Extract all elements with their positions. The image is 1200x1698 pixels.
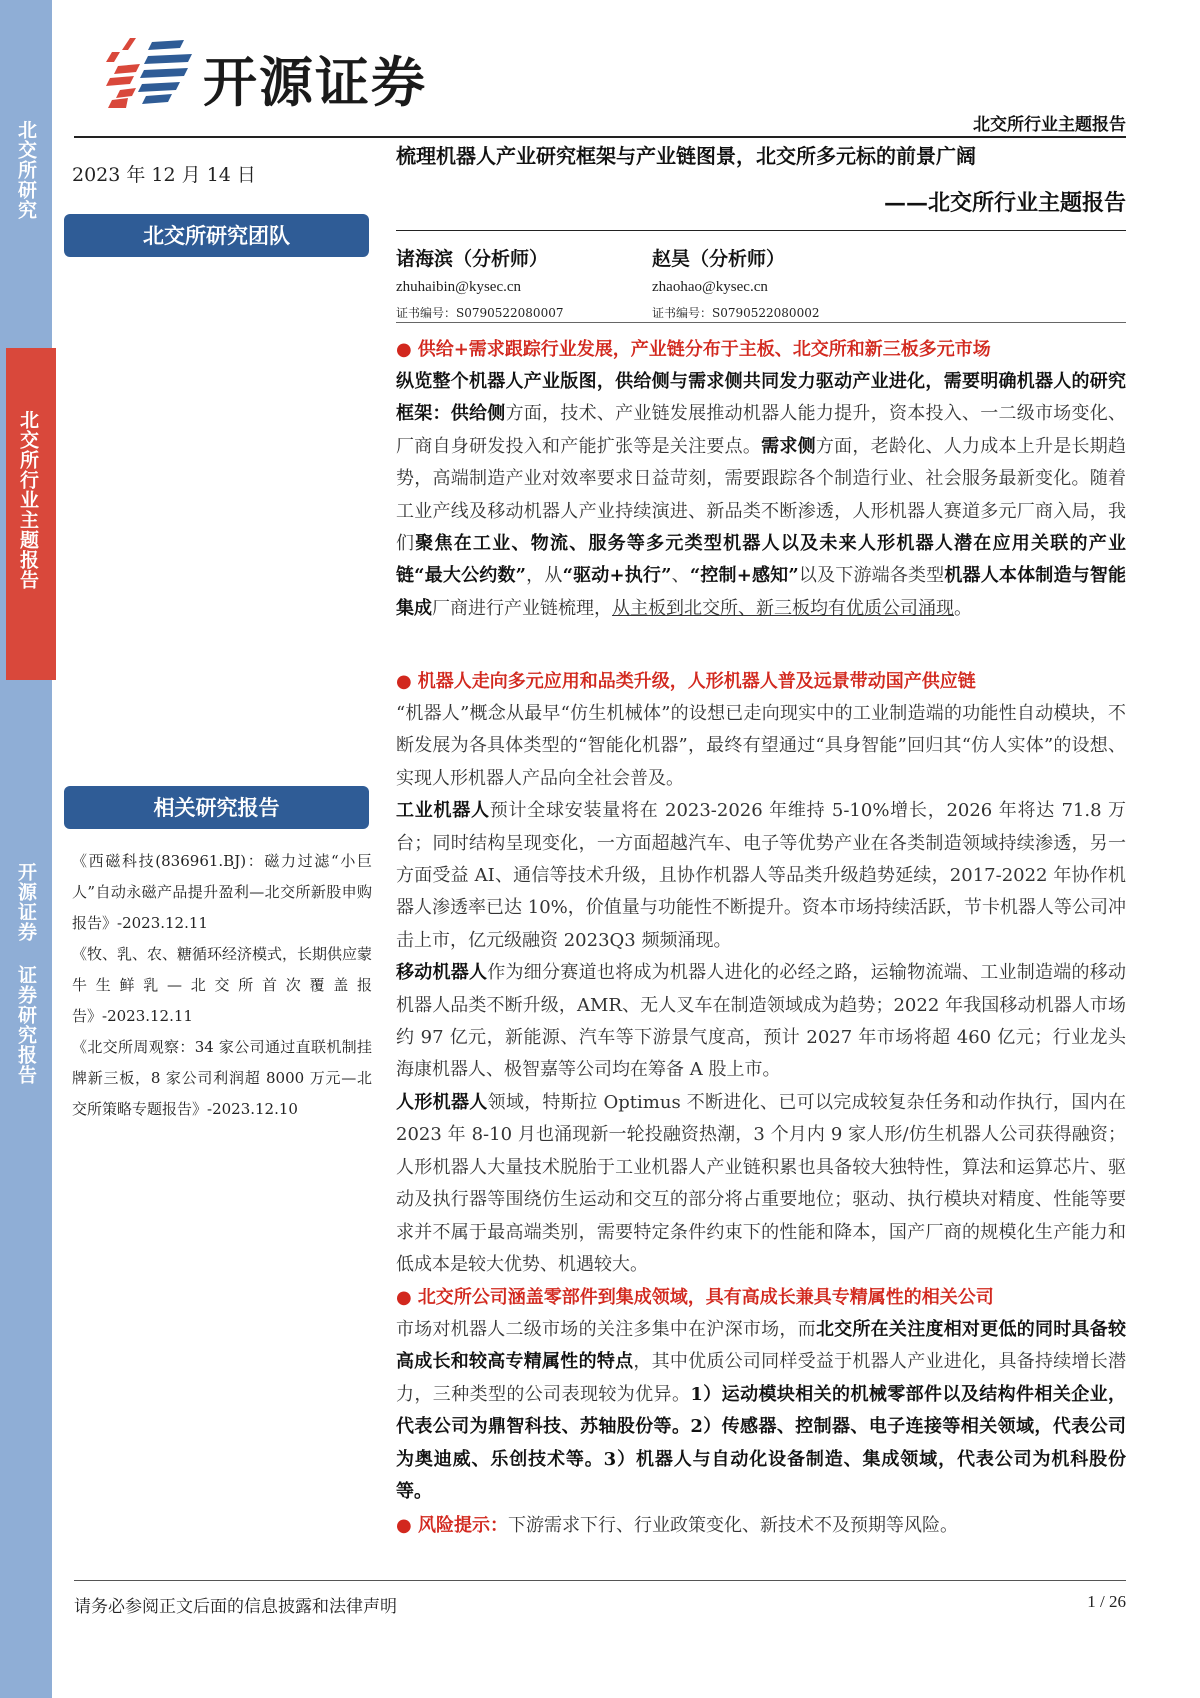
related-label: 相关研究报告 [64,786,369,829]
risk-warning [396,1510,1126,1542]
section-supply-demand [396,334,1126,625]
footer-disclaimer: 请务必参阅正文后面的信息披露和法律声明 [74,1597,397,1617]
team-label: 北交所研究团队 [64,214,369,257]
section-bse-companies [396,1282,1126,1508]
brand-logo-icon [106,36,196,110]
bullet-icon: ● [396,1515,418,1536]
section-robot-evolution [396,666,1126,1281]
risk-label: 风险提示： [417,1515,508,1536]
risk-text: 下游需求下行、行业政策变化、新技术不及预期等风险。 [507,1515,958,1536]
related-item[interactable]: 《西磁科技(836961.BJ)：磁力过滤“小巨人”自动永磁产品提升盈利—北交所新股申购报告》-2023.12.11 [72,852,372,932]
sidebar-label-top: 北交所研究 [15,120,37,220]
footer-rule [74,1580,1126,1581]
analyst-name: 赵昊（分析师） [652,248,786,270]
bullet-icon: ● [396,671,412,692]
section-heading: ● 北交所公司涵盖零部件到集成领域，具有高成长兼具专精属性的相关公司 [396,1287,994,1308]
sidebar-label-mid: 北交所行业主题报告 [17,410,39,590]
analyst-1 [396,244,563,321]
related-item[interactable]: 《北交所周观察：34 家公司通过直联机制挂牌新三板，8 家公司利润超 8000 万元—北交所策略专题报告》-2023.12.10 [72,1038,372,1118]
related-list [72,846,372,1125]
brand-name: 开源证券 [203,51,427,114]
analyst-cert: 证书编号：S0790522080002 [652,306,820,320]
title-rule [396,230,1126,231]
section-heading: ● 机器人走向多元应用和品类升级，人形机器人普及远景带动国产供应链 [396,671,976,692]
analyst-2 [652,244,819,321]
report-title: 梳理机器人产业研究框架与产业链图景，北交所多元标的前景广阔 [396,144,976,168]
bullet-icon: ● [396,339,412,360]
analyst-email[interactable]: zhaohao@kysec.cn [652,279,768,295]
section-body: 市场对机器人二级市场的关注多集中在沪深市场，而北交所在关注度相对更低的同时具备较高成长和较高专精属性的特点，其中优质公司同样受益于机器人产业进化，具备持续增长潜力，三种类型的公司表现较为优异。1）运动模块相关的机械零部件以及结构件相关企业，代表公司为鼎智科技、苏轴股份等。2）传感器、控制器、电子连接等相关领域，代表公司为奥迪威、乐创技术等。3）机器人与自动化设备制造、集成领域，代表公司为机科股份等。 [396,1319,1127,1503]
section-paragraph: 人形机器人领域，特斯拉 Optimus 不断进化、已可以完成较复杂任务和动作执行，国内在 2023 年 8-10 月也涌现新一轮投融资热潮，3 个月内 9 家人形/仿生机器人公司获得融资；人形机器人大量技术脱胎于工业机器人产业链积累也具备较大独特性，算法和运算芯片、驱动及执行器等围绕仿生运动和交互的部分将占重要地位；驱动、执行模块对精度、性能等要求并不属于最高端类别，需要特定条件约束下的性能和降本，国产厂商的规模化生产能力和低成本是较大优势、机遇较大。 [396,1091,1127,1275]
analyst-email[interactable]: zhuhaibin@kysec.cn [396,279,522,295]
section-paragraph: 工业机器人预计全球安装量将在 2023-2026 年维持 5-10%增长，2026 年将达 71.8 万台；同时结构呈现变化，一方面超越汽车、电子等优势产业在各类制造领域持续渗透，另一方面受益 AI、通信等技术升级，且协作机器人等品类升级趋势延续，2017-2022 年协作机器人渗透率已达 10%，价值量与功能性不断提升。资本市场持续活跃，节卡机器人等公司冲击上市，亿元级融资 2023Q3 频频涌现。 [396,800,1126,951]
analyst-cert: 证书编号：S0790522080007 [396,306,564,320]
sidebar-label-bottom: 开源证券 证券研究报告 [15,862,37,1085]
analyst-rule [396,322,1126,323]
section-paragraph: “机器人”概念从最早“仿生机械体”的设想已走向现实中的工业制造端的功能性自动模块，不断发展为各具体类型的“智能化机器”，最终有望通过“具身智能”回归其“仿人实体”的设想、实现人形机器人产品向全社会普及。 [396,703,1126,789]
bullet-icon: ● [396,1287,412,1308]
header-rule [74,136,1126,138]
analyst-name: 诸海滨（分析师） [396,248,549,270]
sidebar-strip [0,0,52,1698]
report-subtitle: ——北交所行业主题报告 [883,190,1126,216]
section-body: 纵览整个机器人产业版图，供给侧与需求侧共同发力驱动产业进化，需要明确机器人的研究框架：供给侧方面，技术、产业链发展推动机器人能力提升，资本投入、一二级市场变化、厂商自身研发投入和产能扩张等是关注要点。需求侧方面，老龄化、人力成本上升是长期趋势，高端制造产业对效率要求日益苛刻，需要跟踪各个制造行业、社会服务最新变化。随着工业产线及移动机器人产业持续演进、新品类不断渗透，人形机器人赛道多元厂商入局，我们聚焦在工业、物流、服务等多元类型机器人以及未来人形机器人潜在应用关联的产业链“最大公约数”，从“驱动+执行”、“控制+感知”以及下游端各类型机器人本体制造与智能集成厂商进行产业链梳理，从主板到北交所、新三板均有优质公司涌现。 [396,371,1127,619]
page-number: 1 / 26 [1087,1592,1126,1611]
section-paragraph: 移动机器人作为细分赛道也将成为机器人进化的必经之路，运输物流端、工业制造端的移动机器人品类不断升级，AMR、无人叉车在制造领域成为趋势；2022 年我国移动机器人市场约 97 亿元，新能源、汽车等下游景气度高，预计 2027 年市场将超 460 亿元；行业龙头海康机器人、极智嘉等公司均在筹备 A 股上市。 [396,962,1127,1081]
report-type: 北交所行业主题报告 [973,115,1126,135]
report-date: 2023 年 12 月 14 日 [72,164,256,186]
section-heading: ● 供给+需求跟踪行业发展，产业链分布于主板、北交所和新三板多元市场 [396,339,991,360]
related-item[interactable]: 《牧、乳、农、糖循环经济模式，长期供应蒙牛生鲜乳—北交所首次覆盖报告》-2023.12.11 [72,945,373,1025]
